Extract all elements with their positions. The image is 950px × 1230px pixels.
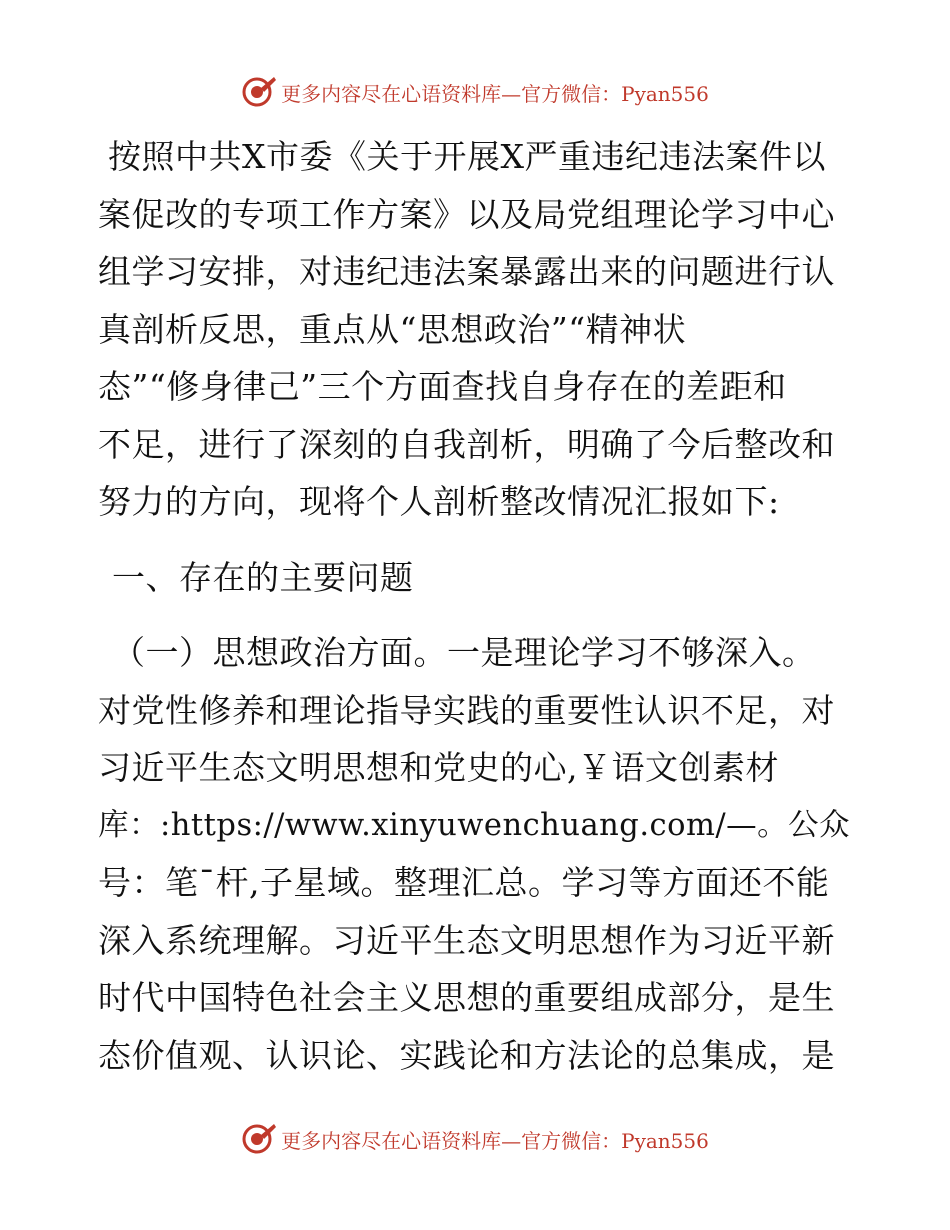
paragraph-intro [98, 128, 858, 531]
text-line: 按照中共Ⅹ市委《关于开展Ⅹ严重违纪违法案件以 [108, 137, 826, 176]
text-line: 对党性修养和理论指导实践的重要性认识不足，对 [98, 690, 835, 730]
text-line: 时代中国特色社会主义思想的重要组成部分，是生 [98, 978, 835, 1017]
text-line: 习近平生态文明思想和党史的心,￥语文创素材 [98, 748, 779, 787]
banner-text: 更多内容尽在心语资料库—官方微信：Pyan556 [281, 1128, 709, 1153]
text-line: 态价值观、认识论、实践论和方法论的总集成，是 [98, 1035, 835, 1075]
text-line: 态”“修身律己”三个方面查找自身存在的差距和 [98, 367, 787, 406]
text-line: 号：笔¯杆,子星域。整理汇总。学习等方面还不能 [98, 863, 830, 902]
footer-banner [0, 1119, 950, 1159]
section-heading: 一、存在的主要问题 [112, 557, 414, 597]
text-line: 库：:https://www.xinyuwenchuang.com/—。公众 [98, 807, 851, 843]
text-line: （一）思想政治方面。一是理论学习不够深入。 [112, 633, 816, 672]
pen-logo-icon [241, 1121, 277, 1157]
pen-logo-icon [241, 74, 277, 110]
paragraph-thought-politics [98, 624, 858, 1084]
text-line: 组学习安排，对违纪违法案暴露出来的问题进行认 [98, 252, 835, 291]
banner-text: 更多内容尽在心语资料库—官方微信：Pyan556 [281, 81, 709, 106]
header-banner [0, 72, 950, 112]
text-line: 真剖析反思，重点从“思想政治”“精神状 [98, 309, 687, 349]
document-body [98, 128, 858, 1084]
text-line: 不足，进行了深刻的自我剖析，明确了今后整改和 [98, 424, 835, 464]
text-line: 努力的方向，现将个人剖析整改情况汇报如下: [98, 482, 780, 521]
text-line: 案促改的专项工作方案》以及局党组理论学习中心 [98, 194, 835, 234]
text-line: 深入系统理解。习近平生态文明思想作为习近平新 [98, 920, 835, 960]
